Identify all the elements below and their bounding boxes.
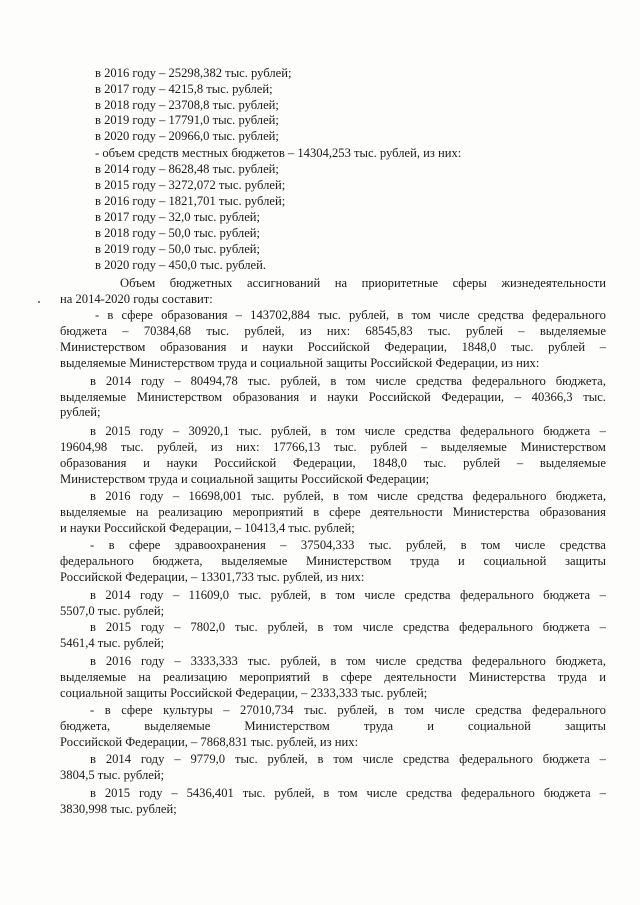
text-line: в 2014 году – 11609,0 тыс. рублей, в том числе средства федерального бюджета – xyxy=(90,588,606,602)
text-line: в 2019 году – 17791,0 тыс. рублей; xyxy=(95,113,279,127)
text-line: социальной защиты Российской Федерации, – 2333,333 тыс. рублей; xyxy=(60,686,428,700)
text-line: - в сфере образования – 143702,884 тыс. рублей, в том числе средства федерального xyxy=(95,308,606,322)
text-line: в 2015 году – 5436,401 тыс. рублей, в том числе средства федерального бюджета – xyxy=(90,786,606,800)
text-line: в 2019 году – 50,0 тыс. рублей; xyxy=(95,242,261,256)
text-line: в 2016 году – 16698,001 тыс. рублей, в том числе средства федерального бюджета, xyxy=(90,489,606,503)
text-line: выделяемые Министерством труда и социальной защиты Российской Федерации, из них: xyxy=(60,356,540,370)
text-line: Объем бюджетных ассигнований на приоритетные сферы жизнедеятельности xyxy=(120,276,606,290)
text-line: выделяемые на реализацию мероприятий в сфере деятельности Министерства образования xyxy=(60,505,606,519)
text-line: в 2018 году – 23708,8 тыс. рублей; xyxy=(95,98,279,112)
text-line: - в сфере культуры – 27010,734 тыс. рублей, в том числе средства федерального xyxy=(90,703,606,717)
text-line: образования и науки Российской Федерации, 1848,0 тыс. рублей – выделяемые xyxy=(60,456,606,470)
text-line: в 2015 году – 3272,072 тыс. рублей; xyxy=(95,178,286,192)
text-line: федерального бюджета, выделяемые Министерством труда и социальной защиты xyxy=(60,554,606,568)
text-line: Российской Федерации, – 7868,831 тыс. рублей, из них: xyxy=(60,735,359,749)
text-line: в 2014 году – 80494,78 тыс. рублей, в том числе средства федерального бюджета, xyxy=(90,374,606,388)
text-line: и науки Российской Федерации, – 10413,4 тыс. рублей; xyxy=(60,521,355,535)
text-line: выделяемые Министерством образования и науки Российской Федерации, – 40366,3 тыс. xyxy=(60,390,606,404)
text-line: в 2017 году – 32,0 тыс. рублей; xyxy=(95,210,261,224)
text-line: Министерством образования и науки Российской Федерации, 1848,0 тыс. рублей – xyxy=(60,340,606,354)
text-line: рублей; xyxy=(60,405,101,419)
text-line: в 2014 году – 8628,48 тыс. рублей; xyxy=(95,162,279,176)
text-line: в 2016 году – 1821,701 тыс. рублей; xyxy=(95,194,286,208)
text-line: 3830,998 тыс. рублей; xyxy=(60,802,177,816)
text-line: Российской Федерации, – 13301,733 тыс. рублей, из них: xyxy=(60,570,365,584)
text-line: в 2017 году – 4215,8 тыс. рублей; xyxy=(95,82,273,96)
text-line: Министерством труда и социальной защиты Российской Федерации; xyxy=(60,472,430,486)
text-line: в 2016 году – 25298,382 тыс. рублей; xyxy=(95,66,292,80)
text-line: 19604,98 тыс. рублей, из них: 17766,13 тыс. рублей – выделяемые Министерством xyxy=(60,440,606,454)
text-line: в 2015 году – 30920,1 тыс. рублей, в том числе средства федерального бюджета – xyxy=(90,424,606,438)
text-line: в 2016 году – 3333,333 тыс. рублей, в том числе средства федерального бюджета, xyxy=(90,654,606,668)
text-line: в 2020 году – 450,0 тыс. рублей. xyxy=(95,258,266,272)
text-line: бюджета, выделяемые Министерством труда и социальной защиты xyxy=(60,719,606,733)
text-line: в 2020 году – 20966,0 тыс. рублей; xyxy=(95,129,279,143)
text-line: в 2018 году – 50,0 тыс. рублей; xyxy=(95,226,261,240)
text-line: в 2015 году – 7802,0 тыс. рублей, в том числе средства федерального бюджета – xyxy=(90,620,606,634)
text-line: бюджета – 70384,68 тыс. рублей, из них: 68545,83 тыс. рублей – выделяемые xyxy=(60,324,606,338)
text-line: 3804,5 тыс. рублей; xyxy=(60,768,165,782)
text-line: выделяемые на реализацию мероприятий в сфере деятельности Министерства труда и xyxy=(60,670,606,684)
text-line: на 2014-2020 годы составит: xyxy=(60,292,213,306)
scan-speck xyxy=(38,301,40,303)
text-line: - в сфере здравоохранения – 37504,333 тыс. рублей, в том числе средства xyxy=(90,538,606,552)
text-line: - объем средств местных бюджетов – 14304,253 тыс. рублей, из них: xyxy=(95,146,462,160)
text-line: в 2014 году – 9779,0 тыс. рублей, в том числе средства федерального бюджета – xyxy=(90,752,606,766)
text-line: 5461,4 тыс. рублей; xyxy=(60,636,165,650)
text-line: 5507,0 тыс. рублей; xyxy=(60,604,165,618)
